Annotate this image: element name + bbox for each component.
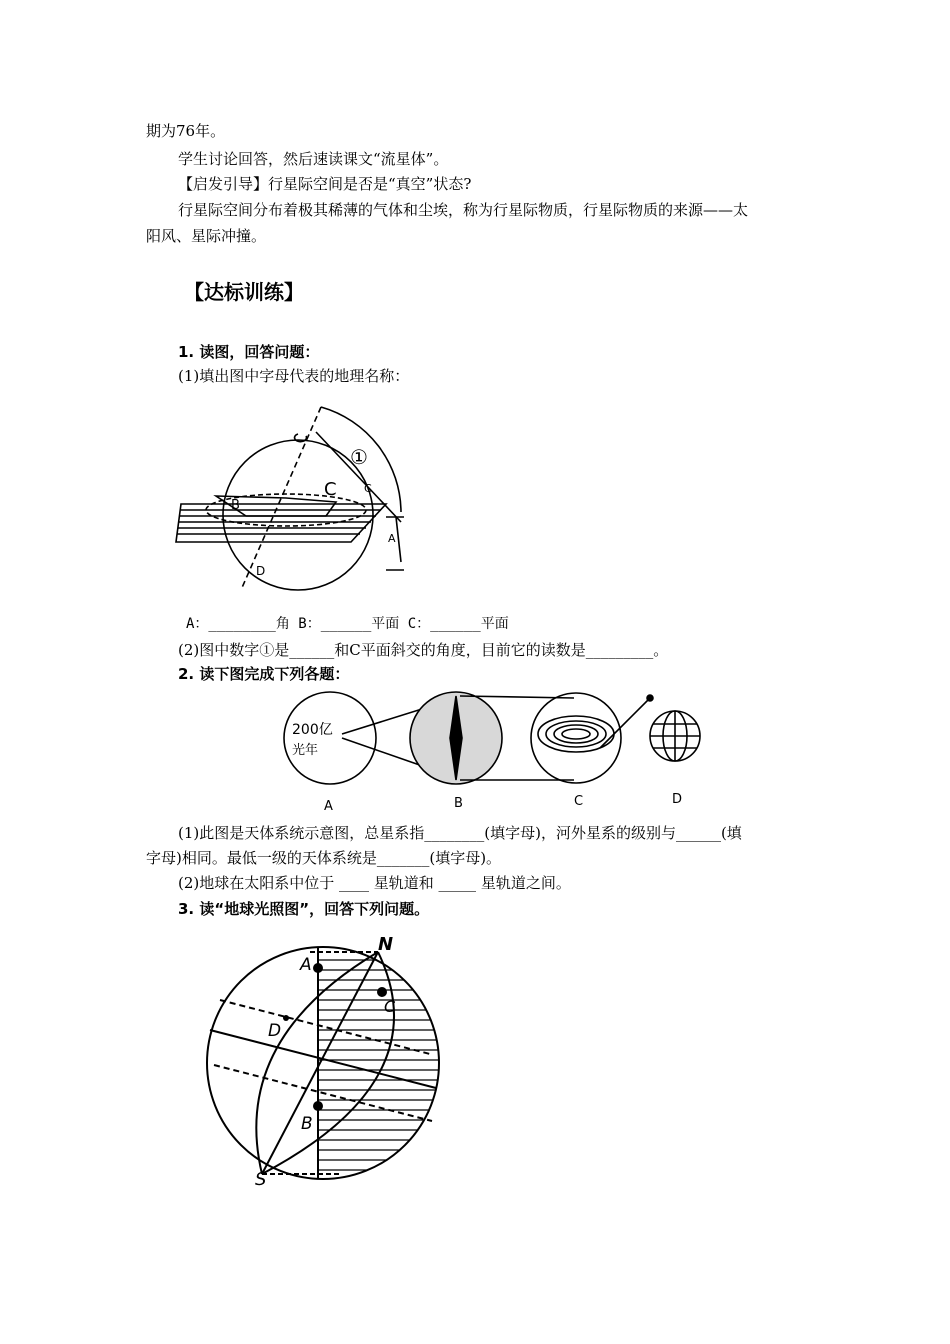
q1-fig-label-b: B <box>231 498 240 513</box>
intro-line-1: 期为76年。 <box>146 122 226 140</box>
q2-sub1-line2: 字母)相同。最低一级的天体系统是_______(填字母)。 <box>146 849 502 867</box>
q1-fig-label-c: C <box>364 482 372 495</box>
q3-earth-illumination-figure <box>200 930 460 1190</box>
q3-title: 3. 读“地球光照图”，回答下列问题。 <box>178 900 430 918</box>
q3-fig-label-s: S <box>255 1169 267 1190</box>
q1-fig-circled-1: ① <box>350 445 368 469</box>
q2-sub1-line1: (1)此图是天体系统示意图，总星系指________(填字母)，河外星系的级别与______(填 <box>178 824 742 842</box>
intro-line-3: 【启发引导】行星际空间是否是“真空”状态? <box>178 175 472 193</box>
q3-fig-label-b: B <box>301 1114 313 1134</box>
q2-fig-a-line1: 200亿 <box>292 722 333 738</box>
q1-answers: A：________角 B：______平面 C：______平面 <box>186 616 509 632</box>
q2-celestial-systems-figure <box>282 690 722 815</box>
q1-fig-label-a: A <box>388 532 396 545</box>
intro-line-4: 行星际空间分布着极其稀薄的气体和尘埃，称为行星际物质，行星际物质的来源——太 <box>178 201 749 219</box>
q3-fig-label-n: N <box>378 934 394 955</box>
q3-fig-label-c: C <box>384 997 396 1016</box>
q2-sub2: (2)地球在太阳系中位于 ____ 星轨道和 _____ 星轨道之间。 <box>178 874 571 892</box>
q2-fig-label-d: D <box>672 792 683 807</box>
q1-sub1: (1)填出图中字母代表的地理名称： <box>178 367 410 385</box>
q1-fig-label-d: D <box>256 564 266 578</box>
q1-title: 1. 读图，回答问题： <box>178 343 320 361</box>
section-heading: 【达标训练】 <box>184 280 304 304</box>
q1-fig-label-c-inner: C <box>324 479 337 500</box>
intro-line-5: 阳风、星际冲撞。 <box>146 227 267 245</box>
q1-sub2: (2)图中数字①是______和C平面斜交的角度，目前它的读数是_________。 <box>178 641 669 659</box>
q1-ecliptic-figure <box>176 392 416 602</box>
q2-title: 2. 读下图完成下列各题： <box>178 665 350 683</box>
q2-fig-a-line2: 光年 <box>292 743 319 758</box>
intro-line-2: 学生讨论回答，然后速读课文“流星体”。 <box>178 150 449 168</box>
q2-fig-label-c: C <box>574 794 584 809</box>
q2-fig-label-a: A <box>324 799 333 814</box>
q3-fig-label-a: A <box>300 955 312 975</box>
q3-fig-label-d: D <box>268 1021 282 1041</box>
q2-fig-label-b: B <box>454 796 463 811</box>
